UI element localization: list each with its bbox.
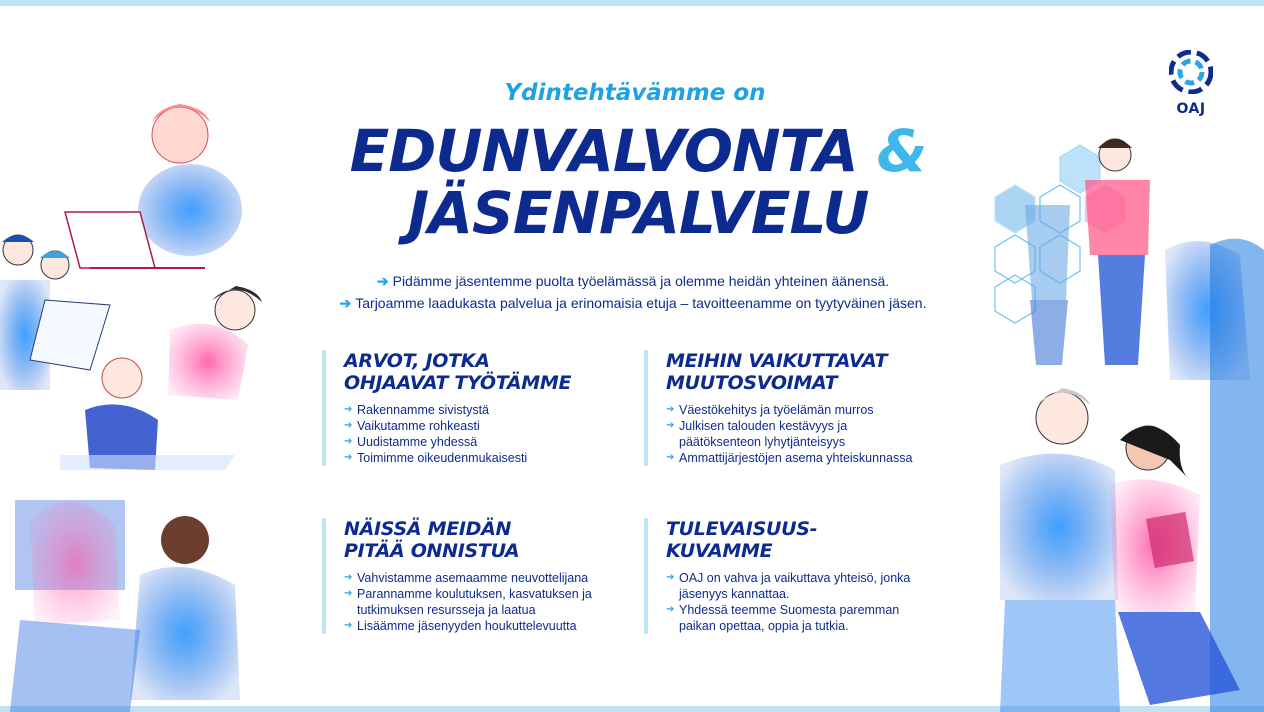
list-item: ➔ Väestökehitys ja työelämän murros <box>666 402 924 418</box>
oaj-logo-icon <box>1169 50 1213 94</box>
section-values <box>322 350 602 466</box>
oaj-logo[interactable] <box>1163 50 1219 117</box>
logo-text: OAJ <box>1176 101 1206 117</box>
headline-line2: JÄSENPALVELU <box>407 179 869 247</box>
main-headline <box>318 117 958 247</box>
list-item: ➔ Yhdessä teemme Suomesta paremman paikan opettaa, oppia ja tutkia. <box>666 602 924 634</box>
arrow-right-icon: ➔ <box>376 273 389 289</box>
section-list <box>344 402 602 466</box>
list-item: ➔ Toimimme oikeudenmukaisesti <box>344 450 602 466</box>
intro-line: ➔ Pidämme jäsentemme puolta työelämässä ja olemme heidän yhteinen äänensä. <box>376 273 890 289</box>
right-illustration-group <box>995 139 1264 712</box>
left-illustration-group <box>0 104 262 712</box>
arrow-right-icon: ➔ <box>339 295 352 311</box>
section-vision <box>644 518 924 634</box>
list-item: ➔ Vaikutamme rohkeasti <box>344 418 602 434</box>
list-item: ➔ Vahvistamme asemaamme neuvottelijana <box>344 570 602 586</box>
section-goals <box>322 518 602 634</box>
section-list <box>344 570 602 634</box>
intro-text <box>318 270 948 314</box>
intro-line: ➔ Tarjoamme laadukasta palvelua ja erinomaisia etuja – tavoitteenamme on tyytyväinen jäsen. <box>339 295 927 311</box>
list-item: ➔ Parannamme koulutuksen, kasvatuksen ja tutkimuksen resursseja ja laatua <box>344 586 602 618</box>
headline-line1: EDUNVALVONTA <box>349 117 858 185</box>
section-list <box>666 570 924 634</box>
section-list <box>666 402 924 466</box>
section-title: MEIHIN VAIKUTTAVAT MUUTOSVOIMAT <box>666 350 888 394</box>
list-item: ➔ Ammattijärjestöjen asema yhteiskunnassa <box>666 450 924 466</box>
section-title: NÄISSÄ MEIDÄN PITÄÄ ONNISTUA <box>344 518 520 562</box>
section-forces <box>644 350 924 466</box>
list-item: ➔ Uudistamme yhdessä <box>344 434 602 450</box>
list-item: ➔ Lisäämme jäsenyyden houkuttelevuutta <box>344 618 602 634</box>
list-item: ➔ Julkisen talouden kestävyys ja päätöksenteon lyhytjänteisyys <box>666 418 924 450</box>
ampersand: & <box>876 117 927 185</box>
eyebrow-heading: Ydintehtävämme on <box>504 80 766 106</box>
section-title: ARVOT, JOTKA OHJAAVAT TYÖTÄMME <box>344 350 572 394</box>
list-item: ➔ OAJ on vahva ja vaikuttava yhteisö, jonka jäsenyys kannattaa. <box>666 570 924 602</box>
list-item: ➔ Rakennamme sivistystä <box>344 402 602 418</box>
section-title: TULEVAISUUS- KUVAMME <box>666 518 818 562</box>
